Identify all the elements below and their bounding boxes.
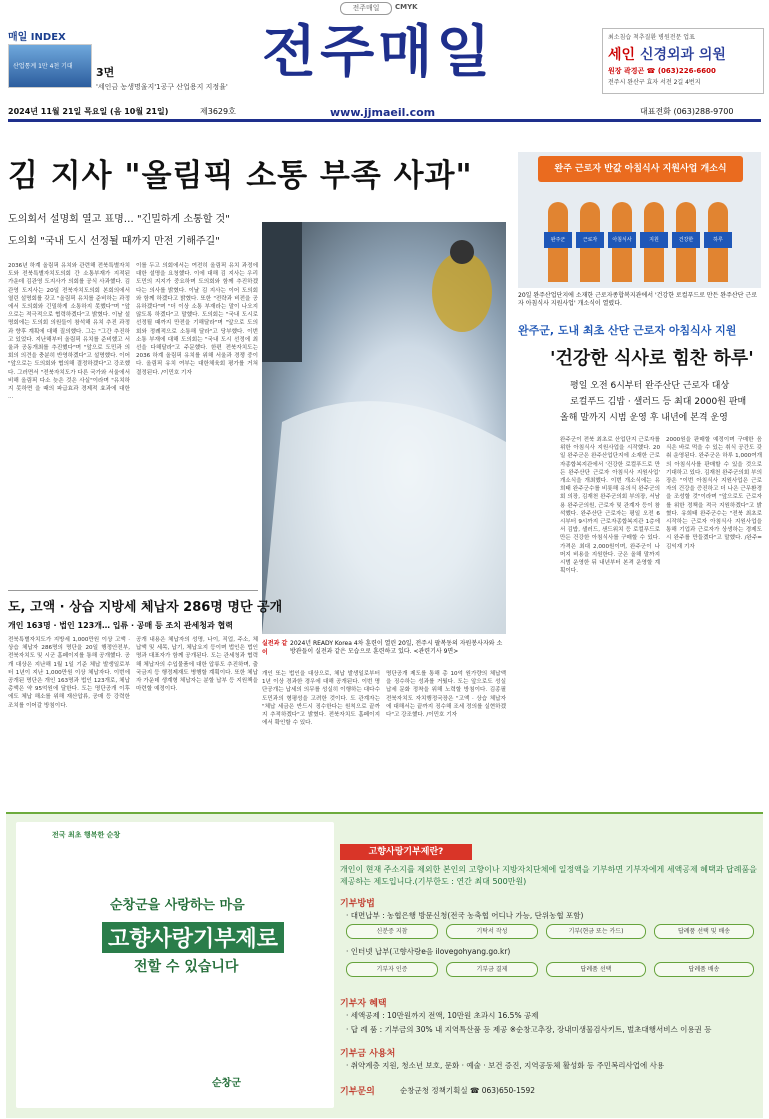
issue-number: 제3629호: [200, 107, 236, 116]
main-photo-caption: 2024년 READY Korea 4차 훈련이 열린 20일, 전주시 팔복동의 자원봉사자와 소방관들이 실전과 같은 모습으로 훈련하고 있다. <관련기사 9면>: [290, 640, 503, 655]
section2-col-3: 개인 또는 법인을 대상으로, 체납 발생일로부터 1년 이상 경과한 경우에 대해 공개된다. 이번 명단공개는 납세의 의무를 성실히 이행하는 대다수 도민과의 형평성을 고려한 것이다. 도 관계자는 "체납 세금은 반드시 징수한다는 원칙으로 끝까지 추적하겠다"고 밝혔다. 전북자치도 홈페이지에서 확인할 수 있다.: [262, 671, 380, 727]
ad-step2-4: 답례품 배송: [654, 962, 754, 977]
ad-slogan-2: 고향사랑기부제로: [102, 922, 284, 953]
ad-line1: 최소침습 척추질환 병원전문 업표: [608, 34, 695, 41]
sign-3: 아침식사: [608, 232, 636, 248]
ad-slogan-3: 전할 수 있습니다: [134, 959, 239, 975]
ad-step-1: 신분증 지참: [346, 924, 438, 939]
section2-subhead: 개인 163명 · 법인 123개… 입류 · 공매 등 조치 관세청과 협력: [8, 621, 233, 630]
phone: 대표전화 (063)288-9700: [640, 107, 734, 116]
main-headline: 김 지사 "올림픽 소통 부족 사과": [8, 158, 473, 194]
photo-label: 실전과 같이: [262, 640, 288, 656]
dateline: 2024년 11월 21일 목요일 (음 10월 21일): [8, 107, 169, 116]
cmyk-mark: CMYK: [395, 3, 418, 11]
top-mark: 전주매일: [340, 2, 392, 15]
sign-2: 근로자: [576, 232, 604, 248]
section2-headline: 도, 고액 · 상습 지방세 체납자 286명 명단 공개: [8, 600, 283, 615]
ad-sec3-title: 기부금 사용처: [340, 1049, 396, 1059]
ad-sec1-title: 기부방법: [340, 899, 375, 909]
main-subhead-2: 도의회 "국내 도시 선정될 때까지 만전 기해주길": [8, 236, 220, 247]
right-kicker: 완주군, 도내 최초 산단 근로자 아침식사 지원: [518, 324, 737, 337]
website-link[interactable]: www.jjmaeil.com: [330, 106, 436, 119]
main-col-1: 2036년 하계 올림픽 유치와 관련해 전북특별자치도와 전북특별자치도의회 간 소통부재가 지적된 가운데 김관영 도지사가 의회를 공식 사과했다. 김관영 도지사는 20일 전북자치도의회 본회의에서 열린 설명회를 갖고 "올림픽 유치를 준비하는 과정에서 도의회와 긴밀하게 소통하지 못했다"며 "앞으로는 적극적으로 협력하겠다"고 밝혔다. 이날 설명회에는 도의회 의원들이 참석해 유치 추진 과정과 향후 계획에 대해 질의했다. 그는 "그간 추진하고 있었다. 지난해부터 올림픽 유치를 준비했고 서울과 공동개최를 추진했다"며 "앞으로 도민과 의회의 의견을 충분히 반영하겠다"고 설명했다. 이어 "앞으로는 도의회와 협의해 결정하겠다"고 강조했다. 그러면서 "전북자치도가 다른 국가와 서울에서 비해 올림픽 다소 늦은 것은 사실"이라며 "유치하지 못하면 을 때의 파급효과 경제적 효과에 대한 ...: [8, 263, 130, 401]
newspaper-logo: 전주매일: [262, 20, 495, 85]
ad-step-4: 답례품 선택 및 배송: [654, 924, 754, 939]
index-thumbnail[interactable]: [8, 44, 92, 88]
main-photo: [262, 222, 506, 634]
ad-sec2-title: 기부자 혜택: [340, 999, 387, 1009]
ad-sec1-line2: · 인터넷 납부(고향사랑e음 ilovegohyang.go.kr): [346, 947, 511, 956]
main-subhead-1: 도의회서 설명회 열고 표명… "긴밀하게 소통할 것": [8, 214, 230, 225]
ad-name: [608, 44, 758, 64]
index-page: 3면: [96, 66, 115, 79]
ad-sec2-line1: · 세액공제 : 10만원까지 전액, 10만원 초과시 16.5% 공제: [346, 1011, 539, 1020]
sign-6: 하루: [704, 232, 732, 248]
main-photo-art: [262, 222, 506, 634]
ad-brand: 순창군: [212, 1078, 241, 1089]
sign-5: 건강한: [672, 232, 700, 248]
section-rule: [8, 590, 258, 591]
ad-name-a: 세인: [608, 47, 636, 63]
ad-sec4-title: 기부문의: [340, 1087, 375, 1097]
ad-info-title: 고향사랑기부제란?: [340, 844, 472, 860]
ad-pill: 전국 최초 행복한 순창: [52, 831, 121, 839]
index-desc: '세인금 농생명울지'1공구 산업용지 지정율': [96, 83, 228, 91]
section2-col-1: 전북특별자치도가 지방세 1,000만원 이상 고액 · 상습 체납자 286명의 명단을 20일 행정안전부, 전북자치도 및 시군 홈페이지를 통해 공개했다. 공개 대상은 지난해 1월 1일 기준 체납 발생일로부터 1년이 지난 1,000만원 이상 체납자다. 이번에 공개된 명단은 개인 163명과 법인 123개로, 체납 총액은 약 95억원에 달한다. 도는 명단공개 이후에도 체납 해소를 위해 재산압류, 공매 등 강력한 조치를 이어갈 방침이다.: [8, 637, 130, 709]
ad-tel: 원장 곽경곤 ☎ (063)226-6600: [608, 67, 716, 75]
right-col-1: 완주군이 전북 최초로 산업단지 근로자를 위한 아침식사 지원사업을 시작했다. 20일 완주군은 완주산업단지에 소재한 근로자종합복지관에서 '건강한 로컬푸드로 만든 완주산단 근로자 아침식사 지원사업' 개소식을 개최했다. 이번 개소식에는 유희태 완주군수를 비롯해 유의식 완주군의회 의장, 김재천 완주군의회 부의장, 서남용 완주군의원, 근로자 및 관계자 등이 참석했다. 완주산단 근로자는 평일 오전 6시부터 9시까지 근로자종합복지관 1층에서 김밥, 샐러드, 샌드위치 등 로컬푸드로 만든 건강한 아침식사를 구매할 수 있다. 가격은 최대 2,000원이며, 완주군이 나머지 비용을 지원한다. 군은 올해 말까지 시범 운영한 뒤 내년부터 본격 운영할 계획이다.: [560, 437, 660, 575]
ad-addr: 전주시 완산구 효자 서전 2길 4번지: [608, 79, 701, 86]
sign-1: 완주군: [544, 232, 572, 248]
photo-banner: 완주 근로자 반값 아침식사 지원사업 개소식: [538, 156, 743, 182]
masthead-rule: [8, 119, 761, 122]
ad-sec2-line2: · 답 례 품 : 기부금의 30% 내 지역특산품 등 제공 ※순창고추장, 장내미생물검사키트, 벌초대행서비스 이용권 등: [346, 1025, 712, 1034]
right-photo: [518, 152, 761, 288]
top-ad[interactable]: [602, 28, 764, 94]
right-headline: '건강한 식사로 힘찬 하루': [550, 348, 754, 369]
ad-sec4-line1: 순창군청 정책기획실 ☎ 063)650-1592: [400, 1086, 536, 1095]
section2-col-2: 공개 내용은 체납자의 성명, 나이, 직업, 주소, 체납액 및 세목, 납기, 체납요지 등이며 법인은 법인명과 대표자가 함께 공개된다. 도는 관세청과 협력해 체납자의 수입물품에 대한 압류도 추진하며, 출국금지 등 행정제재도 병행할 계획이다. 또한 체납자 가운데 생계형 체납자는 분할 납부 등 지원책을 마련할 예정이다.: [136, 637, 258, 693]
right-subhead-3: 올해 말까지 시범 운영 후 내년에 본격 운영: [560, 413, 728, 423]
ad-sec3-line1: · 취약계층 지원, 청소년 보호, 문화 · 예술 · 보건 증진, 지역공동체 활성화 등 주민복리사업에 사용: [346, 1061, 665, 1070]
index-thumb-text: 산업통계 1만 4천 기대: [13, 63, 73, 70]
main-col-2: 이를 두고 의회에서는 여전히 올림픽 유치 과정에 대한 설명을 요청했다. 이에 대해 김 지사는 우리 도민의 지지가 중요하며 도의회와 함께 추진하겠다는 의사를 밝혔다. 이날 김 지사는 이어 도의회와 함께 하겠다고 밝혔다. 또한 "전략과 비전을 공유하겠다"며 "더 이상 소통 부재라는 말이 나오지 않도록 하겠다"고 말했다. 도의회는 "국내 도시로 선정될 때까지 만전을 기해달라"며 "앞으로 도의회와 정례적으로 소통해 달라"고 당부했다. 이번 소통 부재에 대해 도의회는 "국내 도시 선정에 최선을 다해달라"고 주문했다. 한편 전북자치도는 2036 하계 올림픽 유치를 위해 서울과 경쟁 중이다. 올림픽 유치 여부는 대한체육회 평가를 거쳐 결정된다. /이민호 기자: [136, 263, 258, 376]
index-label: 매일 INDEX: [8, 32, 66, 43]
right-photo-caption: 20일 완주산업단지에 소재한 근로자종합복지관에서 '건강한 로컬푸드로 만든 완주산단 근로자 아침식사 지원사업' 개소식이 열렸다.: [518, 292, 757, 307]
ad-sec1-line1: · 대면납부 : 농협은행 방문신청(전국 농축협 어디나 가능, 단위농협 포함): [346, 911, 584, 920]
ad-step2-2: 기부금 결제: [446, 962, 538, 977]
right-subhead-1: 평일 오전 6시부터 완주산단 근로자 대상: [570, 381, 730, 391]
ad-info-text: 개인이 현재 주소지를 제외한 본인의 고향이나 지방자치단체에 일정액을 기부하면 기부자에게 세액공제 혜택과 답례품을 제공하는 제도입니다.(기부한도 : 연간 최대 500만원): [340, 865, 757, 886]
ad-step2-1: 기부자 인증: [346, 962, 438, 977]
ad-slogan-1: 순창군을 사랑하는 마음: [110, 898, 245, 913]
ad-green-panel: [16, 822, 334, 1108]
ad-step2-3: 답례품 선택: [546, 962, 646, 977]
sign-4: 지원: [640, 232, 668, 248]
ad-name-b: 신경외과 의원: [639, 47, 726, 63]
ad-step-2: 기탁서 작성: [446, 924, 538, 939]
section2-col-4: 명단공개 제도를 통해 총 10억 원가량의 체납액을 징수하는 성과를 거뒀다. 도는 앞으로도 성실납세 문화 정착을 위해 노력할 방침이다. 김종필 전북자치도 자치행정국장은 "고액 · 상습 체납자에 대해서는 끝까지 징수해 조세 정의를 실현하겠다"고 강조했다. /이민호 기자: [386, 671, 506, 719]
ad-step-3: 기부(현금 또는 카드): [546, 924, 646, 939]
right-col-2: 2000원을 판매할 예정이며 구매한 음식은 바로 먹을 수 있는 취식 공간도 갖춰 운영된다. 완주군은 하루 1,000여개의 아침식사를 판매할 수 있을 것으로 기대하고 있다. 김재천 완주군의회 부의장은 "이번 아침식사 지원사업은 근로자의 건강을 증진하고 더 나은 근무환경을 조성할 것"이라며 "앞으로도 근로자를 위한 정책을 적극 지원하겠다"고 밝혔다. 유희태 완주군수는 "전북 최초로 시작하는 근로자 아침식사 지원사업을 통해 기업과 근로자가 상생하는 경제도시 완주를 만들겠다"고 말했다. /완주=김익재 기자: [666, 437, 762, 550]
right-subhead-2: 로컬푸드 김밥 · 샐러드 등 최대 2000원 판매: [570, 397, 747, 407]
